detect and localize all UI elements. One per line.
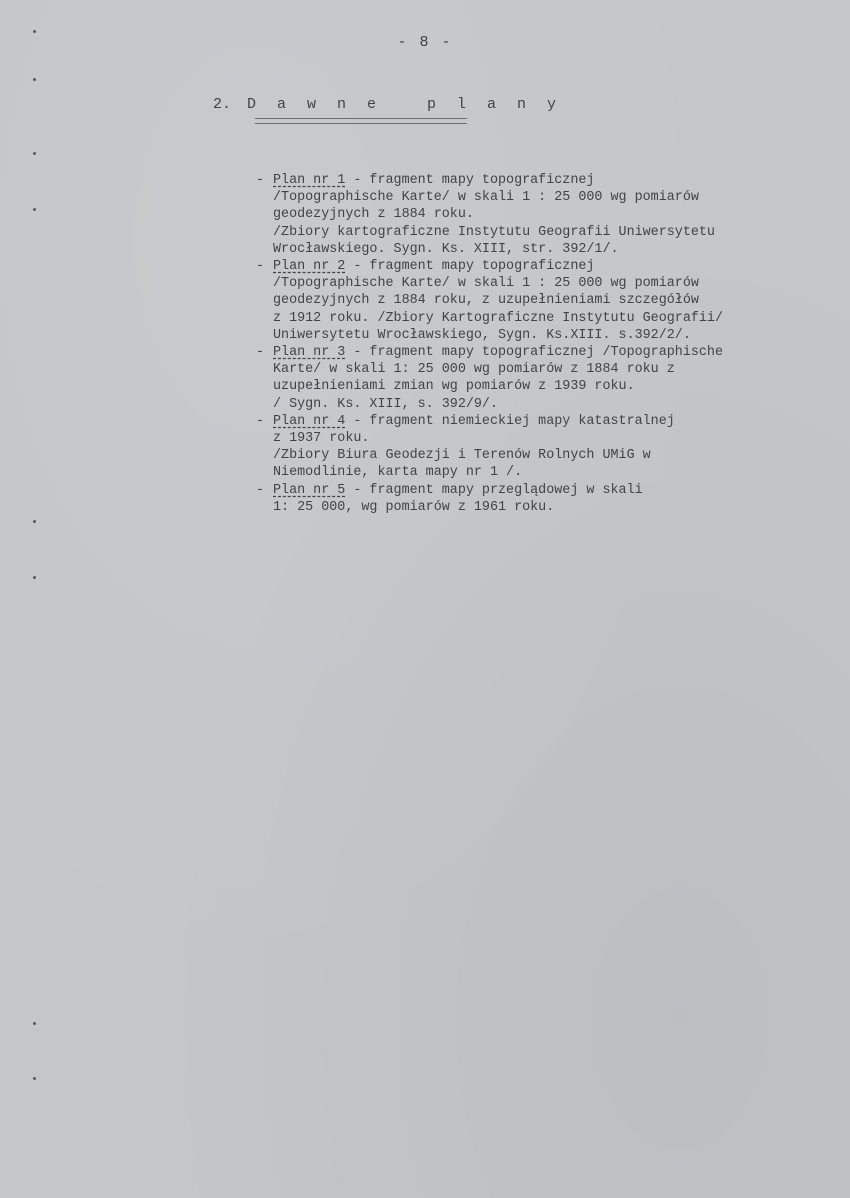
margin-speck (33, 1022, 36, 1025)
entry-text: - fragment niemieckiej mapy katastralnej (345, 413, 675, 429)
section-heading (213, 96, 562, 113)
entry-line (273, 413, 846, 430)
margin-speck (33, 576, 36, 579)
heading-double-underline (255, 118, 467, 124)
entry-line: 1: 25 000, wg pomiarów z 1961 roku. (273, 499, 555, 515)
margin-speck (33, 30, 36, 33)
list-dash: - (256, 482, 265, 498)
margin-speck (33, 1077, 36, 1080)
entry-line: z 1937 roku. (273, 431, 370, 447)
list-item (256, 413, 846, 482)
plan-list (256, 172, 846, 516)
entry-line: geodezyjnych z 1884 roku, z uzupełnieniami szczegółów (273, 293, 699, 309)
entry-line: Uniwersytetu Wrocławskiego, Sygn. Ks.XIII. s.392/2/. (273, 327, 691, 343)
list-dash: - (256, 413, 265, 429)
plan-label: Plan nr 2 (273, 259, 346, 275)
list-item (256, 258, 846, 344)
entry-line (273, 482, 846, 499)
margin-speck (33, 208, 36, 211)
list-dash: - (256, 259, 265, 275)
entry-line: geodezyjnych z 1884 roku. (273, 207, 474, 223)
entry-line: Niemodlinie, karta mapy nr 1 /. (273, 465, 523, 481)
margin-speck (33, 152, 36, 155)
plan-label: Plan nr 4 (273, 413, 346, 429)
entry-line: /Zbiory kartograficzne Instytutu Geografii Uniwersytetu (273, 224, 715, 240)
entry-line: /Topographische Karte/ w skali 1 : 25 000 wg pomiarów (273, 190, 699, 206)
entry-line: Karte/ w skali 1: 25 000 wg pomiarów z 1884 roku z (273, 362, 675, 378)
list-dash: - (256, 345, 265, 361)
margin-speck (33, 78, 36, 81)
entry-line (273, 258, 846, 275)
entry-text: - fragment mapy topograficznej (345, 173, 595, 188)
entry-line: / Sygn. Ks. XIII, s. 392/9/. (273, 396, 498, 412)
list-item (256, 482, 846, 516)
page-number: - 8 - (397, 34, 453, 51)
list-item (256, 344, 846, 413)
section-title: D a w n e p l a n y (247, 96, 563, 113)
entry-line: /Zbiory Biura Geodezji i Terenów Rolnych UMiG w (273, 448, 651, 464)
margin-speck (33, 520, 36, 523)
list-item (256, 172, 846, 258)
entry-line: z 1912 roku. /Zbiory Kartograficzne Instytutu Geografii/ (273, 310, 723, 326)
plan-label: Plan nr 3 (273, 345, 346, 361)
plan-label: Plan nr 1 (273, 173, 346, 188)
entry-line: /Topographische Karte/ w skali 1 : 25 000 wg pomiarów (273, 276, 699, 292)
list-dash: - (256, 173, 265, 188)
section-number: 2. (213, 96, 232, 113)
entry-line (273, 344, 846, 361)
entry-line (273, 172, 846, 189)
plan-label: Plan nr 5 (273, 482, 346, 498)
entry-text: - fragment mapy przeglądowej w skali (345, 482, 643, 498)
entry-text: - fragment mapy topograficznej (345, 259, 595, 275)
entry-line: uzupełnieniami zmian wg pomiarów z 1939 roku. (273, 379, 635, 395)
entry-text: - fragment mapy topograficznej /Topographische (345, 345, 724, 361)
entry-line: Wrocławskiego. Sygn. Ks. XIII, str. 392/1/. (273, 241, 619, 257)
